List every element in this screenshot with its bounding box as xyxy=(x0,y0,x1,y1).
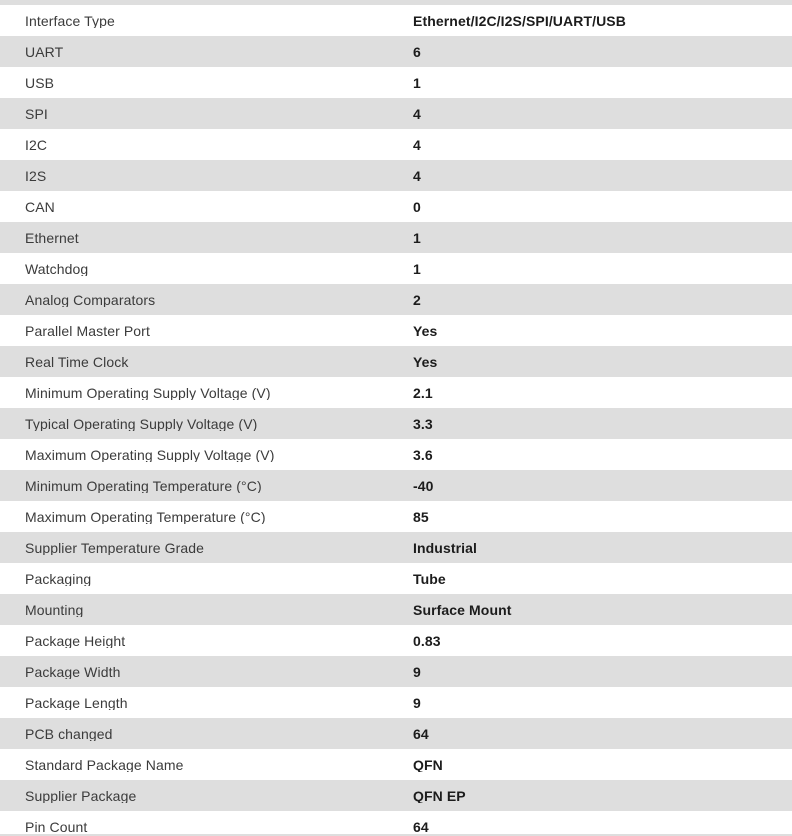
spec-label: Interface Type xyxy=(25,13,115,28)
spec-value: 9 xyxy=(413,695,421,710)
spec-label: UART xyxy=(25,44,64,59)
table-row xyxy=(0,501,792,532)
spec-value: Tube xyxy=(413,571,446,586)
spec-value: 9 xyxy=(413,664,421,679)
spec-value: 3.3 xyxy=(413,416,433,431)
spec-value: Surface Mount xyxy=(413,602,512,617)
spec-label: SPI xyxy=(25,106,48,121)
table-row xyxy=(0,98,792,129)
spec-value: Ethernet/I2C/I2S/SPI/UART/USB xyxy=(413,13,626,28)
spec-value: QFN EP xyxy=(413,788,466,803)
spec-label: Maximum Operating Supply Voltage (V) xyxy=(25,447,275,462)
spec-value: 4 xyxy=(413,137,421,152)
table-row xyxy=(0,315,792,346)
spec-label: Ethernet xyxy=(25,230,79,245)
spec-label: PCB changed xyxy=(25,726,113,741)
spec-label: Parallel Master Port xyxy=(25,323,150,338)
spec-label: USB xyxy=(25,75,55,90)
table-row xyxy=(0,594,792,625)
spec-label: Real Time Clock xyxy=(25,354,129,369)
table-row xyxy=(0,67,792,98)
table-row xyxy=(0,625,792,656)
spec-value: 1 xyxy=(413,261,421,276)
spec-value: QFN xyxy=(413,757,443,772)
spec-value: 3.6 xyxy=(413,447,433,462)
spec-label: Watchdog xyxy=(25,261,89,276)
spec-label: Package Height xyxy=(25,633,126,648)
spec-label: Typical Operating Supply Voltage (V) xyxy=(25,416,258,431)
spec-label: I2S xyxy=(25,168,47,183)
table-row xyxy=(0,656,792,687)
spec-label: Mounting xyxy=(25,602,84,617)
table-row xyxy=(0,191,792,222)
table-row xyxy=(0,377,792,408)
spec-label: Minimum Operating Supply Voltage (V) xyxy=(25,385,271,400)
spec-value: 64 xyxy=(413,819,429,834)
spec-label: Minimum Operating Temperature (°C) xyxy=(25,478,262,493)
spec-value: Industrial xyxy=(413,540,478,555)
spec-value: 1 xyxy=(413,230,421,245)
spec-label: Supplier Package xyxy=(25,788,137,803)
spec-value: 64 xyxy=(413,726,429,741)
spec-value: 2.1 xyxy=(413,385,433,400)
spec-label: Standard Package Name xyxy=(25,757,184,772)
spec-label: Package Length xyxy=(25,695,128,710)
table-row xyxy=(0,749,792,780)
spec-value: 6 xyxy=(413,44,421,59)
table-row xyxy=(0,36,792,67)
table-row xyxy=(0,408,792,439)
table-row xyxy=(0,687,792,718)
table-row xyxy=(0,129,792,160)
spec-table-body xyxy=(0,5,792,836)
spec-value: Yes xyxy=(413,354,438,369)
spec-label: Supplier Temperature Grade xyxy=(25,540,204,555)
spec-label: CAN xyxy=(25,199,55,214)
table-row xyxy=(0,780,792,811)
table-row xyxy=(0,222,792,253)
spec-value: 2 xyxy=(413,292,421,307)
spec-label: Analog Comparators xyxy=(25,292,156,307)
table-row xyxy=(0,470,792,501)
spec-label: Pin Count xyxy=(25,819,88,834)
spec-label: Package Width xyxy=(25,664,121,679)
spec-label: I2C xyxy=(25,137,48,152)
spec-value: 4 xyxy=(413,168,421,183)
table-row xyxy=(0,563,792,594)
spec-value: 4 xyxy=(413,106,421,121)
spec-value: 1 xyxy=(413,75,421,90)
table-row xyxy=(0,532,792,563)
table-row xyxy=(0,284,792,315)
table-row xyxy=(0,5,792,36)
spec-label: Packaging xyxy=(25,571,92,586)
table-row xyxy=(0,811,792,836)
table-row xyxy=(0,253,792,284)
table-row xyxy=(0,718,792,749)
table-row xyxy=(0,439,792,470)
table-row xyxy=(0,346,792,377)
spec-value: 0 xyxy=(413,199,421,214)
table-row xyxy=(0,160,792,191)
spec-value: Yes xyxy=(413,323,438,338)
spec-value: 85 xyxy=(413,509,429,524)
spec-value: -40 xyxy=(413,478,434,493)
spec-label: Maximum Operating Temperature (°C) xyxy=(25,509,266,524)
spec-value: 0.83 xyxy=(413,633,441,648)
